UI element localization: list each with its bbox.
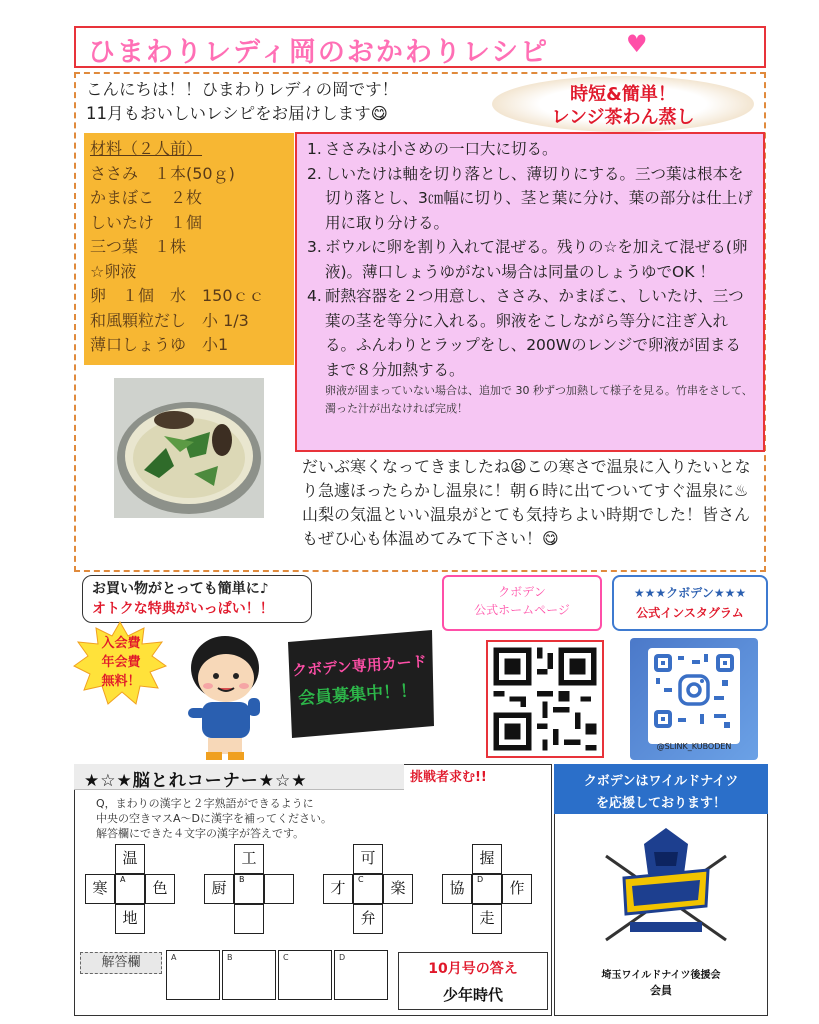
answer-label: 解答欄	[80, 952, 162, 974]
step-number: 2.	[307, 164, 322, 183]
answer-box-c[interactable]: C	[278, 950, 332, 1000]
instagram-line-2: 公式インスタグラム	[636, 606, 744, 620]
puzzle-4-bottom: 走	[472, 904, 502, 934]
puzzle-4-left: 協	[442, 874, 472, 904]
heart-icon: ♥	[626, 30, 648, 58]
shopping-line-1: お買い物がとっても簡単に♪	[92, 581, 269, 597]
homepage-qr-code[interactable]	[486, 640, 604, 758]
step-text: 耐熱容器を２つ用意し、ささみ、かまぼこ、しいたけ、三つ葉の茎を等分に入れる。卵液をこしながら等分に注ぎ入れる。ふんわりとラップをし、200Wのレンジで卵液が固まるまで８分加熱する。	[325, 287, 744, 379]
brain-corner-title: ★☆★脳とれコーナー★☆★	[84, 771, 308, 791]
shopping-line-2: オトクな特典がいっぱい！！	[92, 601, 274, 617]
homepage-line-2: 公式ホームページ	[474, 603, 570, 617]
author-comment: だいぶ寒くなってきましたね😫この寒さで温泉に入りたいとなり急遽ほったらかし温泉に！朝６時に出てついてすぐ温泉に♨山梨の気温といい温泉がとても気持ちよい時期でした！皆さんもぜひ心も体温めてみて下さい！😋	[302, 457, 751, 548]
puzzle-4-right: 作	[502, 874, 532, 904]
page-title: ひまわりレディ岡のおかわりレシピ	[88, 37, 550, 68]
support-line-2: を応援しております！	[595, 796, 726, 811]
challenge-text: 挑戦者求む!!	[410, 770, 487, 785]
puzzle-3-right: 楽	[383, 874, 413, 904]
instagram-line-1: ★★★クボデン★★★	[633, 586, 747, 600]
ingredients-panel	[84, 133, 294, 365]
puzzle-3-left: 才	[323, 874, 353, 904]
wild-knights-logo	[596, 822, 736, 962]
puzzle-question	[96, 796, 332, 841]
question-line: Q，まわりの漢字と２字熟語ができるように	[96, 797, 314, 810]
ingredient-item: かまぼこ ２枚	[90, 188, 203, 207]
puzzle-2-right	[264, 874, 294, 904]
ingredient-item: 三つ葉 １株	[90, 237, 187, 256]
burst-line-1: 入会費	[101, 636, 141, 651]
step-number: 4.	[307, 287, 322, 305]
puzzle-1-left: 寒	[85, 874, 115, 904]
step-text: ボウルに卵を割り入れて混ぜる。残りの☆を加えて混ぜる(卵液)。薄口しょうゆがない場合は同量のしょうゆでOK ！	[325, 238, 748, 281]
step-text: しいたけは軸を切り落とし、薄切りにする。三つ葉は根本を切り落とし、3㎝幅に切り、茎と葉に分け、葉の部分は仕上げ用に取り分ける。	[325, 164, 753, 232]
previous-answer-title: 10月号の答え	[428, 961, 518, 977]
chawanmushi-photo	[114, 378, 264, 518]
free-fee-text	[86, 634, 156, 691]
puzzle-2-left: 厨	[204, 874, 234, 904]
step-number: 1.	[307, 140, 322, 158]
recipe-name: レンジ茶わん蒸し	[551, 107, 695, 128]
ingredient-item: 和風顆粒だし 小 1/3	[90, 310, 249, 330]
puzzle-2-bottom	[234, 904, 264, 934]
ingredient-item: ささみ １本(50ｇ)	[90, 163, 235, 183]
support-organization: 埼玉ワイルドナイツ後援会	[601, 970, 721, 981]
mascot-boy-illustration	[180, 628, 270, 768]
badge-line-1: 時短&簡単！	[570, 84, 676, 105]
recipe-steps	[295, 132, 765, 452]
answer-box-a[interactable]: A	[166, 950, 220, 1000]
step-item	[307, 235, 755, 284]
card-recruiting: 会員募集中！！	[297, 680, 418, 710]
ingredient-item: 卵 １個 水 150ｃｃ	[90, 286, 265, 305]
puzzle-2-top: 工	[234, 844, 264, 874]
ingredient-item: ☆卵液	[90, 261, 137, 281]
question-line: 中央の空きマスA～Dに漢字を補ってください。	[96, 812, 332, 825]
steps-note: 卵液が固まっていない場合は、追加で 30 秒ずつ加熱して様子を見る。竹串をさして、濁った汁が出なければ完成！	[325, 384, 753, 415]
answer-box-b[interactable]: B	[222, 950, 276, 1000]
puzzle-1-top: 温	[115, 844, 145, 874]
puzzle-3-bottom: 弁	[353, 904, 383, 934]
ingredient-item: 薄口しょうゆ 小1	[90, 335, 229, 354]
puzzle-4-center[interactable]: D	[472, 874, 502, 904]
step-text: ささみは小さめの一口大に切る。	[325, 140, 558, 158]
instagram-handle: @SLINK_KUBODEN	[656, 742, 732, 751]
puzzle-3-top: 可	[353, 844, 383, 874]
puzzle-4-top: 握	[472, 844, 502, 874]
question-line: 解答欄にできた４文字の漢字が答えです。	[96, 827, 305, 840]
puzzle-1-right: 色	[145, 874, 175, 904]
instagram-qr-code[interactable]	[648, 648, 740, 744]
support-line-1: クボデンはワイルドナイツ	[583, 774, 739, 789]
step-item	[307, 284, 755, 382]
puzzle-3-center[interactable]: C	[353, 874, 383, 904]
previous-answer: 少年時代	[442, 986, 503, 1004]
puzzle-1-center[interactable]: A	[115, 874, 145, 904]
burst-line-3: 無料！	[101, 674, 141, 689]
homepage-line-1: クボデン	[498, 585, 546, 599]
step-number: 3.	[307, 238, 322, 256]
card-title: クボデン専用カード	[291, 652, 428, 680]
step-item	[307, 162, 755, 236]
ingredients-title: 材料（２人前）	[90, 139, 203, 158]
greeting-line-1: こんにちは！！ひまわりレディの岡です！	[86, 80, 399, 99]
burst-line-2: 年会費	[101, 655, 141, 670]
support-member: 会員	[650, 984, 672, 997]
ingredient-item: しいたけ １個	[90, 212, 203, 232]
puzzle-1-bottom: 地	[115, 904, 145, 934]
puzzle-2-center[interactable]: B	[234, 874, 264, 904]
greeting-line-2: 11月もおいしいレシピをお届けします😋	[86, 104, 388, 123]
step-item	[307, 137, 755, 162]
answer-box-d[interactable]: D	[334, 950, 388, 1000]
